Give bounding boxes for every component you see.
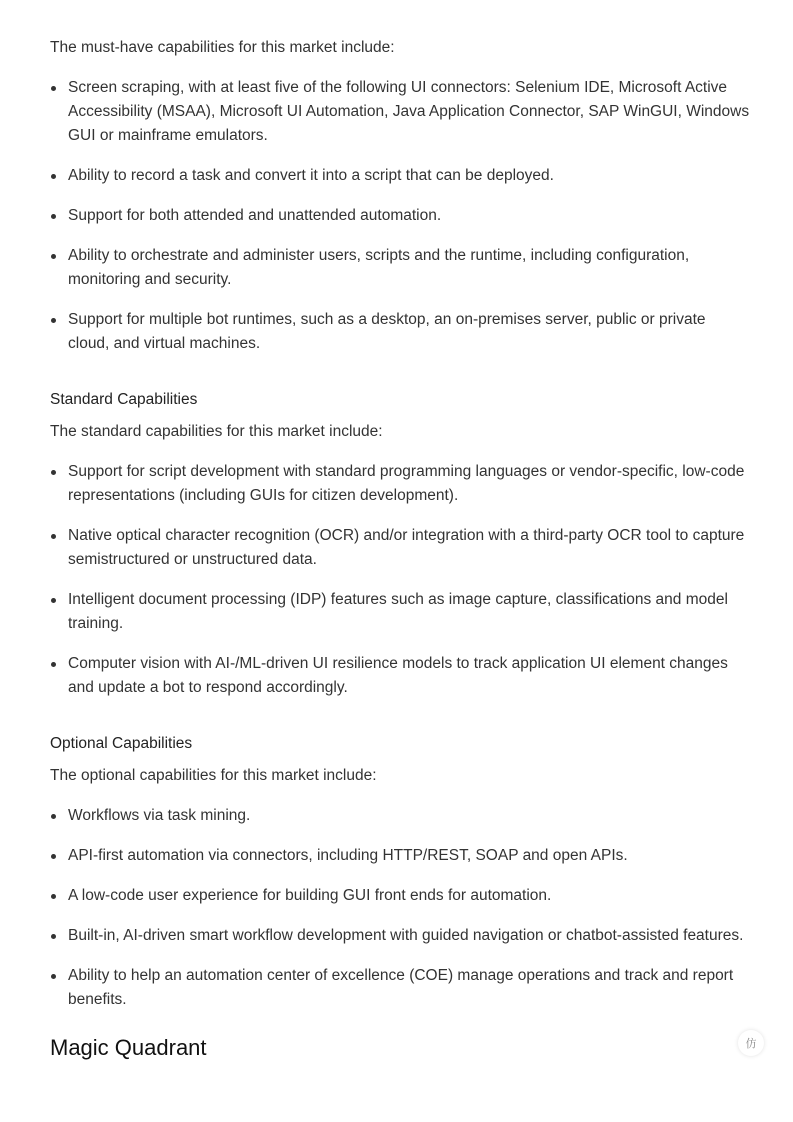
- translate-button[interactable]: [738, 1030, 764, 1056]
- list-item: API-first automation via connectors, including HTTP/REST, SOAP and open APIs.: [50, 844, 750, 868]
- list-item: Ability to help an automation center of excellence (COE) manage operations and track and report benefits.: [50, 964, 750, 1012]
- optional-heading: Optional Capabilities: [50, 735, 193, 752]
- standard-intro: The standard capabilities for this market include:: [50, 423, 383, 440]
- must-have-list: [50, 76, 750, 356]
- magic-quadrant-heading: Magic Quadrant: [50, 1035, 207, 1060]
- document-body: [50, 36, 750, 1028]
- must-have-intro: The must-have capabilities for this market include:: [50, 39, 395, 56]
- list-item: Workflows via task mining.: [50, 804, 750, 828]
- list-item: Native optical character recognition (OCR) and/or integration with a third-party OCR tool to capture semistructured or unstructured data.: [50, 524, 750, 572]
- translate-icon: 仿: [745, 1038, 757, 1050]
- standard-heading: Standard Capabilities: [50, 391, 198, 408]
- list-item: Ability to record a task and convert it into a script that can be deployed.: [50, 164, 750, 188]
- list-item: Built-in, AI-driven smart workflow development with guided navigation or chatbot-assisted features.: [50, 924, 750, 948]
- optional-intro: The optional capabilities for this market include:: [50, 767, 377, 784]
- optional-list: [50, 804, 750, 1012]
- list-item: Screen scraping, with at least five of the following UI connectors: Selenium IDE, Microsoft Active Accessibility (MSAA), Microsoft UI Automation, Java Application Connector, SAP WinGUI, Windows GUI or mainframe emulators.: [50, 76, 750, 148]
- list-item: A low-code user experience for building GUI front ends for automation.: [50, 884, 750, 908]
- list-item: Intelligent document processing (IDP) features such as image capture, classifications and model training.: [50, 588, 750, 636]
- list-item: Computer vision with AI-/ML-driven UI resilience models to track application UI element changes and update a bot to respond accordingly.: [50, 652, 750, 700]
- list-item: Support for multiple bot runtimes, such as a desktop, an on-premises server, public or private cloud, and virtual machines.: [50, 308, 750, 356]
- list-item: Ability to orchestrate and administer users, scripts and the runtime, including configuration, monitoring and security.: [50, 244, 750, 292]
- list-item: Support for script development with standard programming languages or vendor-specific, low-code representations (including GUIs for citizen development).: [50, 460, 750, 508]
- standard-list: [50, 460, 750, 700]
- list-item: Support for both attended and unattended automation.: [50, 204, 750, 228]
